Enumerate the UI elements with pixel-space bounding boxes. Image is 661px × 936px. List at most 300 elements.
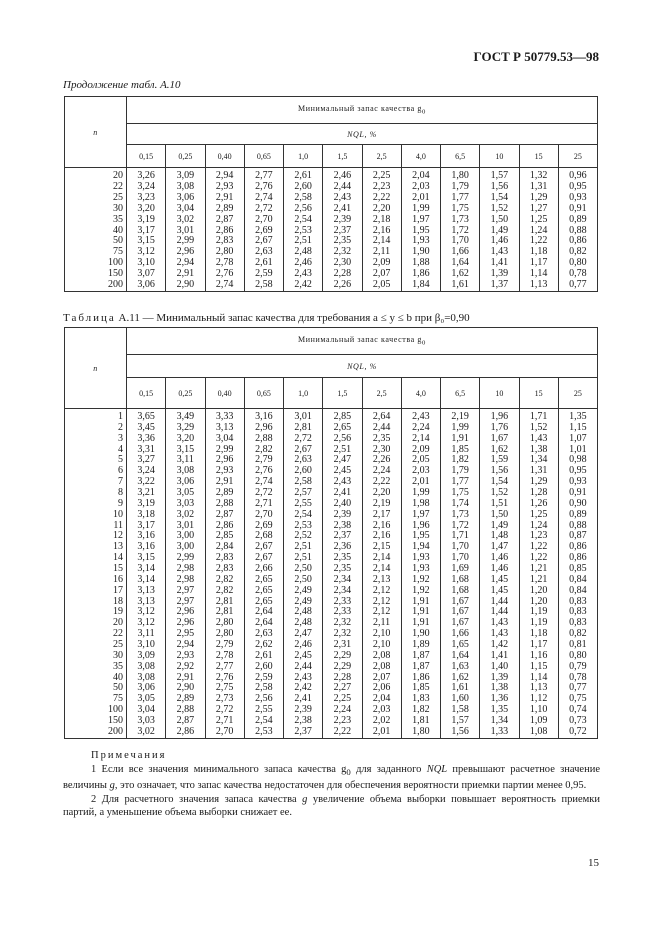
value-cell: 3,21 (127, 488, 166, 499)
nql-column-header: 0,25 (166, 378, 205, 409)
value-cell: 2,32 (323, 618, 362, 629)
value-cell: 3,23 (127, 193, 166, 204)
value-cell: 2,59 (244, 269, 283, 280)
value-cell: 2,19 (362, 499, 401, 510)
value-cell: 2,90 (166, 280, 205, 291)
row-n-cell: 4 (65, 445, 127, 456)
value-cell: 0,75 (558, 694, 597, 705)
value-cell: 2,51 (284, 553, 323, 564)
value-cell: 3,20 (166, 434, 205, 445)
nql-column-header: 1,5 (323, 378, 362, 409)
row-n-cell: 11 (65, 521, 127, 532)
value-cell: 1,69 (441, 564, 480, 575)
value-cell: 1,12 (519, 694, 558, 705)
value-cell: 1,97 (401, 510, 440, 521)
value-cell: 2,04 (362, 694, 401, 705)
nql-column-header: 6,5 (441, 145, 480, 168)
value-cell: 1,91 (401, 618, 440, 629)
value-cell: 2,27 (323, 683, 362, 694)
value-cell: 2,71 (244, 499, 283, 510)
value-cell: 0,88 (558, 521, 597, 532)
value-cell: 1,76 (480, 423, 519, 434)
value-cell: 2,99 (166, 236, 205, 247)
value-cell: 2,43 (284, 673, 323, 684)
value-cell: 2,10 (362, 629, 401, 640)
value-cell: 1,14 (519, 269, 558, 280)
value-cell: 2,22 (362, 477, 401, 488)
value-cell: 2,03 (401, 182, 440, 193)
value-cell: 0,90 (558, 499, 597, 510)
row-n-cell: 1 (65, 409, 127, 423)
value-cell: 1,71 (441, 531, 480, 542)
value-cell: 2,37 (284, 727, 323, 738)
value-cell: 2,06 (362, 683, 401, 694)
value-cell: 1,20 (519, 586, 558, 597)
value-cell: 2,52 (284, 531, 323, 542)
value-cell: 2,88 (244, 434, 283, 445)
value-cell: 2,91 (205, 477, 244, 488)
value-cell: 1,31 (519, 182, 558, 193)
value-cell: 1,64 (441, 258, 480, 269)
row-n-cell: 50 (65, 236, 127, 247)
value-cell: 2,20 (362, 488, 401, 499)
row-n-cell: 3 (65, 434, 127, 445)
value-cell: 3,10 (127, 640, 166, 651)
value-cell: 0,93 (558, 477, 597, 488)
value-cell: 1,26 (519, 499, 558, 510)
value-cell: 2,11 (362, 618, 401, 629)
value-cell: 0,95 (558, 182, 597, 193)
value-cell: 2,96 (166, 618, 205, 629)
table-row (65, 727, 598, 738)
value-cell: 1,34 (519, 455, 558, 466)
value-cell: 1,52 (480, 488, 519, 499)
row-n-cell: 18 (65, 597, 127, 608)
value-cell: 2,39 (284, 705, 323, 716)
value-cell: 2,94 (205, 168, 244, 182)
value-cell: 1,73 (441, 215, 480, 226)
value-cell: 1,14 (519, 673, 558, 684)
value-cell: 2,70 (244, 215, 283, 226)
value-cell: 2,43 (401, 409, 440, 423)
value-cell: 2,35 (323, 564, 362, 575)
value-cell: 2,49 (284, 597, 323, 608)
value-cell: 0,82 (558, 629, 597, 640)
value-cell: 3,06 (166, 193, 205, 204)
nql-column-header: 2,5 (362, 378, 401, 409)
nql-column-header: 10 (480, 378, 519, 409)
row-n-cell: 30 (65, 204, 127, 215)
value-cell: 1,91 (401, 597, 440, 608)
value-cell: 3,17 (127, 226, 166, 237)
value-cell: 3,14 (127, 575, 166, 586)
value-cell: 0,89 (558, 215, 597, 226)
value-cell: 3,65 (127, 409, 166, 423)
value-cell: 2,05 (362, 280, 401, 291)
value-cell: 2,47 (284, 629, 323, 640)
value-cell: 2,91 (166, 673, 205, 684)
value-cell: 2,53 (284, 521, 323, 532)
value-cell: 2,99 (205, 445, 244, 456)
value-cell: 2,91 (166, 269, 205, 280)
table-row (65, 168, 598, 182)
value-cell: 2,51 (284, 542, 323, 553)
value-cell: 2,82 (244, 445, 283, 456)
value-cell: 2,59 (244, 673, 283, 684)
value-cell: 3,12 (127, 247, 166, 258)
table-row (65, 409, 598, 423)
table-row (65, 510, 598, 521)
value-cell: 2,69 (244, 226, 283, 237)
value-cell: 2,22 (362, 193, 401, 204)
value-cell: 2,42 (284, 683, 323, 694)
value-cell: 1,60 (441, 694, 480, 705)
row-n-cell: 20 (65, 618, 127, 629)
value-cell: 2,67 (244, 236, 283, 247)
value-cell: 1,65 (441, 640, 480, 651)
row-n-cell: 22 (65, 182, 127, 193)
value-cell: 2,58 (244, 280, 283, 291)
value-cell: 3,02 (166, 510, 205, 521)
value-cell: 2,33 (323, 597, 362, 608)
value-cell: 1,49 (480, 226, 519, 237)
value-cell: 1,52 (519, 423, 558, 434)
value-cell: 0,88 (558, 226, 597, 237)
value-cell: 2,26 (362, 455, 401, 466)
value-cell: 2,45 (323, 466, 362, 477)
value-cell: 1,25 (519, 215, 558, 226)
value-cell: 1,25 (519, 510, 558, 521)
value-cell: 2,81 (205, 597, 244, 608)
value-cell: 3,22 (127, 477, 166, 488)
row-n-cell: 35 (65, 662, 127, 673)
value-cell: 0,91 (558, 488, 597, 499)
value-cell: 1,85 (441, 445, 480, 456)
value-cell: 2,62 (244, 640, 283, 651)
value-cell: 1,68 (441, 575, 480, 586)
value-cell: 3,00 (166, 542, 205, 553)
value-cell: 2,09 (401, 445, 440, 456)
value-cell: 3,17 (127, 521, 166, 532)
value-cell: 1,39 (480, 673, 519, 684)
value-cell: 1,82 (441, 455, 480, 466)
value-cell: 1,22 (519, 553, 558, 564)
value-cell: 2,32 (323, 629, 362, 640)
value-cell: 1,93 (401, 236, 440, 247)
value-cell: 3,09 (166, 168, 205, 182)
value-cell: 2,14 (401, 434, 440, 445)
value-cell: 1,71 (519, 409, 558, 423)
nql-column-header: 15 (519, 378, 558, 409)
table-row (65, 662, 598, 673)
value-cell: 2,60 (284, 182, 323, 193)
value-cell: 1,46 (480, 553, 519, 564)
row-n-cell: 8 (65, 488, 127, 499)
value-cell: 0,93 (558, 193, 597, 204)
row-n-cell: 12 (65, 531, 127, 542)
table-a11-caption: Таблица А.11 — Минимальный запас качества для требования a ≤ y ≤ b при β₀=0,90 (63, 312, 470, 324)
nql-column-header: 1,0 (284, 145, 323, 168)
value-cell: 2,55 (244, 705, 283, 716)
value-cell: 1,41 (480, 258, 519, 269)
value-cell: 3,08 (166, 466, 205, 477)
value-cell: 3,24 (127, 182, 166, 193)
value-cell: 2,61 (284, 168, 323, 182)
value-cell: 2,96 (166, 607, 205, 618)
value-cell: 2,77 (205, 662, 244, 673)
value-cell: 1,43 (480, 247, 519, 258)
row-n-cell: 150 (65, 716, 127, 727)
value-cell: 1,18 (519, 247, 558, 258)
value-cell: 2,63 (284, 455, 323, 466)
value-cell: 1,67 (441, 618, 480, 629)
value-cell: 1,59 (480, 455, 519, 466)
value-cell: 1,72 (441, 226, 480, 237)
table-body (65, 409, 598, 739)
value-cell: 2,20 (362, 204, 401, 215)
value-cell: 1,52 (480, 204, 519, 215)
value-cell: 1,17 (519, 258, 558, 269)
value-cell: 2,34 (323, 575, 362, 586)
value-cell: 2,83 (205, 553, 244, 564)
value-cell: 2,94 (166, 258, 205, 269)
value-cell: 1,96 (401, 521, 440, 532)
value-cell: 2,98 (166, 564, 205, 575)
value-cell: 2,17 (362, 510, 401, 521)
value-cell: 2,78 (205, 258, 244, 269)
value-cell: 1,08 (519, 727, 558, 738)
value-cell: 1,44 (480, 597, 519, 608)
value-cell: 3,01 (284, 409, 323, 423)
value-cell: 2,38 (323, 521, 362, 532)
value-cell: 0,82 (558, 247, 597, 258)
value-cell: 0,83 (558, 618, 597, 629)
value-cell: 3,18 (127, 510, 166, 521)
value-cell: 2,02 (362, 716, 401, 727)
value-cell: 1,62 (441, 269, 480, 280)
value-cell: 2,43 (323, 477, 362, 488)
value-cell: 3,45 (127, 423, 166, 434)
value-cell: 2,44 (323, 182, 362, 193)
value-cell: 2,28 (323, 673, 362, 684)
value-cell: 2,11 (362, 247, 401, 258)
row-n-cell: 15 (65, 564, 127, 575)
value-cell: 2,82 (205, 575, 244, 586)
value-cell: 3,08 (127, 673, 166, 684)
row-n-cell: 14 (65, 553, 127, 564)
value-cell: 2,07 (362, 673, 401, 684)
value-cell: 1,70 (441, 542, 480, 553)
value-cell: 1,58 (441, 705, 480, 716)
value-cell: 1,35 (558, 409, 597, 423)
value-cell: 2,97 (166, 586, 205, 597)
value-cell: 1,54 (480, 477, 519, 488)
value-cell: 1,09 (519, 716, 558, 727)
value-cell: 1,27 (519, 204, 558, 215)
value-cell: 2,76 (205, 673, 244, 684)
value-cell: 2,12 (362, 597, 401, 608)
value-cell: 1,67 (480, 434, 519, 445)
value-cell: 2,85 (323, 409, 362, 423)
value-cell: 3,15 (127, 553, 166, 564)
value-cell: 3,15 (127, 236, 166, 247)
nql-column-header: 1,0 (284, 378, 323, 409)
value-cell: 2,67 (284, 445, 323, 456)
value-cell: 2,35 (323, 553, 362, 564)
row-n-cell: 5 (65, 455, 127, 466)
n-header: n (65, 328, 127, 409)
value-cell: 2,07 (362, 269, 401, 280)
value-cell: 1,50 (480, 510, 519, 521)
value-cell: 1,18 (519, 629, 558, 640)
value-cell: 1,87 (401, 651, 440, 662)
value-cell: 3,33 (205, 409, 244, 423)
value-cell: 2,23 (323, 716, 362, 727)
value-cell: 2,65 (244, 586, 283, 597)
value-cell: 1,46 (480, 236, 519, 247)
value-cell: 2,32 (323, 247, 362, 258)
value-cell: 0,83 (558, 597, 597, 608)
value-cell: 1,72 (441, 521, 480, 532)
value-cell: 2,19 (441, 409, 480, 423)
value-cell: 2,60 (284, 466, 323, 477)
value-cell: 2,70 (205, 727, 244, 738)
value-cell: 3,49 (166, 409, 205, 423)
value-cell: 1,49 (480, 521, 519, 532)
value-cell: 1,90 (401, 247, 440, 258)
value-cell: 0,81 (558, 640, 597, 651)
value-cell: 1,80 (441, 168, 480, 182)
value-cell: 1,95 (401, 226, 440, 237)
value-cell: 2,56 (323, 434, 362, 445)
value-cell: 2,58 (284, 193, 323, 204)
value-cell: 2,67 (244, 553, 283, 564)
value-cell: 1,15 (519, 662, 558, 673)
value-cell: 1,13 (519, 683, 558, 694)
row-n-cell: 30 (65, 651, 127, 662)
notes-section (63, 749, 600, 820)
nql-column-header: 25 (558, 145, 597, 168)
value-cell: 1,88 (401, 258, 440, 269)
value-cell: 1,79 (441, 182, 480, 193)
value-cell: 1,92 (401, 575, 440, 586)
value-cell: 1,70 (441, 553, 480, 564)
nql-column-header: 4,0 (401, 145, 440, 168)
value-cell: 1,17 (519, 640, 558, 651)
value-cell: 2,81 (205, 607, 244, 618)
value-cell: 0,73 (558, 716, 597, 727)
value-cell: 1,81 (401, 716, 440, 727)
value-cell: 3,31 (127, 445, 166, 456)
value-cell: 1,35 (480, 705, 519, 716)
value-cell: 1,62 (480, 445, 519, 456)
value-cell: 3,27 (127, 455, 166, 466)
value-cell: 3,00 (166, 531, 205, 542)
value-cell: 2,24 (323, 705, 362, 716)
row-n-cell: 25 (65, 640, 127, 651)
value-cell: 1,23 (519, 531, 558, 542)
value-cell: 2,16 (362, 226, 401, 237)
value-cell: 2,87 (205, 215, 244, 226)
value-cell: 1,80 (401, 727, 440, 738)
value-cell: 3,13 (127, 597, 166, 608)
value-cell: 2,14 (362, 553, 401, 564)
value-cell: 3,19 (127, 215, 166, 226)
value-cell: 2,71 (205, 716, 244, 727)
value-cell: 1,38 (519, 445, 558, 456)
value-cell: 1,87 (401, 662, 440, 673)
value-cell: 2,61 (244, 258, 283, 269)
value-cell: 3,11 (127, 629, 166, 640)
value-cell: 1,48 (480, 531, 519, 542)
value-cell: 1,66 (441, 629, 480, 640)
value-cell: 2,66 (244, 564, 283, 575)
value-cell: 2,76 (244, 182, 283, 193)
value-cell: 0,80 (558, 258, 597, 269)
value-cell: 1,70 (441, 236, 480, 247)
value-cell: 1,91 (441, 434, 480, 445)
value-cell: 1,79 (441, 466, 480, 477)
value-cell: 1,10 (519, 705, 558, 716)
value-cell: 1,33 (480, 727, 519, 738)
value-cell: 2,58 (244, 683, 283, 694)
value-cell: 3,19 (127, 499, 166, 510)
value-cell: 2,46 (323, 168, 362, 182)
row-n-cell: 17 (65, 586, 127, 597)
value-cell: 2,01 (401, 477, 440, 488)
value-cell: 2,48 (284, 247, 323, 258)
value-cell: 2,01 (401, 193, 440, 204)
value-cell: 3,24 (127, 466, 166, 477)
value-cell: 2,68 (244, 531, 283, 542)
value-cell: 2,29 (323, 651, 362, 662)
value-cell: 3,02 (127, 727, 166, 738)
value-cell: 2,86 (205, 226, 244, 237)
value-cell: 2,01 (362, 727, 401, 738)
table-row (65, 434, 598, 445)
note-1: 1 Если все значения минимального запаса качества $g_0$ для заданного NQL превышают расчетное значение величины g, это означает, что запас качества недостаточен для обеспечения вероятности приемки партии менее 0,95. (63, 763, 600, 792)
value-cell: 2,41 (284, 694, 323, 705)
value-cell: 2,81 (284, 423, 323, 434)
nql-column-header: 25 (558, 378, 597, 409)
value-cell: 1,56 (480, 182, 519, 193)
value-cell: 1,99 (401, 204, 440, 215)
value-cell: 2,53 (284, 226, 323, 237)
value-cell: 2,37 (323, 226, 362, 237)
value-cell: 2,08 (362, 662, 401, 673)
value-cell: 1,62 (441, 673, 480, 684)
value-cell: 2,16 (362, 531, 401, 542)
value-cell: 2,78 (205, 651, 244, 662)
value-cell: 2,44 (284, 662, 323, 673)
value-cell: 2,93 (205, 466, 244, 477)
row-n-cell: 16 (65, 575, 127, 586)
value-cell: 1,54 (480, 193, 519, 204)
value-cell: 2,72 (205, 705, 244, 716)
table-row (65, 586, 598, 597)
document-header: ГОСТ Р 50779.53—98 (473, 49, 599, 64)
n-header: n (65, 97, 127, 168)
value-cell: 2,34 (323, 586, 362, 597)
value-cell: 2,41 (323, 204, 362, 215)
value-cell: 2,99 (166, 553, 205, 564)
value-cell: 2,56 (244, 694, 283, 705)
value-cell: 2,86 (205, 521, 244, 532)
value-cell: 1,07 (558, 434, 597, 445)
value-cell: 2,44 (362, 423, 401, 434)
nql-column-header: 0,40 (205, 378, 244, 409)
value-cell: 2,69 (244, 521, 283, 532)
